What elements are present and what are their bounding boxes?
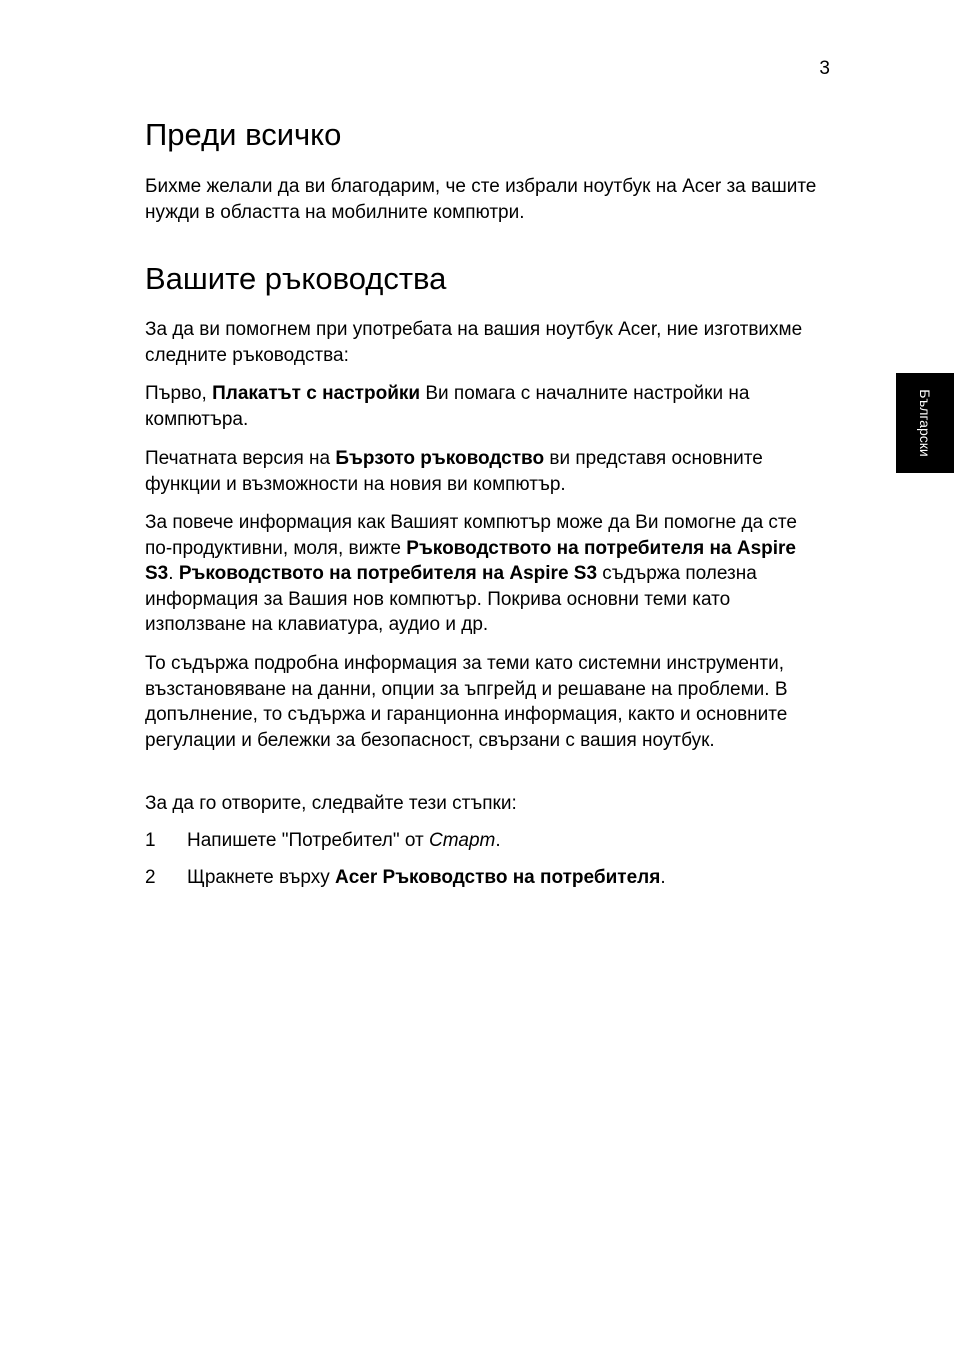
start-menu-term: Старт <box>429 830 496 851</box>
step-number: 1 <box>145 830 156 851</box>
step-text <box>187 828 501 853</box>
setup-poster-text-a: Първо, <box>145 383 213 404</box>
language-side-tab-label: Български <box>917 389 933 457</box>
setup-poster-paragraph <box>145 381 829 432</box>
step-2-text-c: . <box>660 867 666 888</box>
user-guide-contents-paragraph: То съдържа подробна информация за теми като системни инструменти, възстановяване на данни, опции за ъпгрейд и решаване на проблеми. В допълнение, то съдържа и гаранционна информация, както и основните регулации и бележки за безопасност, свързани с вашия ноутбук. <box>145 653 788 751</box>
quick-guide-text-a: Печатната версия на <box>145 448 336 469</box>
step-1-text-a: Напишете "Потребител" от <box>187 830 430 851</box>
setup-poster-title: Плакатът с настройки <box>212 383 421 404</box>
user-guide-paragraph <box>145 510 829 638</box>
user-guide-title-2: Ръководството на потребителя на Aspire S3 <box>178 563 598 584</box>
page-number: 3 <box>819 58 830 79</box>
thank-you-paragraph: Бихме желали да ви благодарим, че сте избрали ноутбук на Acer за вашите нужди в областта на мобилните компютри. <box>145 176 817 223</box>
step-2-text-a: Щракнете върху <box>187 867 335 888</box>
section-title-your-guides: Вашите ръководства <box>145 261 447 296</box>
step-1-text-c: . <box>495 830 501 851</box>
guides-intro-paragraph: За да ви помогнем при употребата на вашия ноутбук Acer, ние изготвихме следните ръководства: <box>145 319 803 366</box>
quick-guide-title: Бързото ръководство <box>335 448 545 469</box>
step-number: 2 <box>145 867 156 888</box>
user-guide-text-e: съдържа полезна информация за Вашия нов компютър. Покрива основни теми като използване на клавиатура, аудио и др. <box>145 563 757 635</box>
quick-guide-text-c: ви представя основните функции и възможности на новия ви компютър. <box>145 448 763 495</box>
step-text <box>187 865 666 890</box>
user-guide-title-1: Ръководството на потребителя на Aspire S3 <box>145 537 796 584</box>
section-title-getting-started: Преди всичко <box>145 117 342 152</box>
language-side-tab <box>896 373 954 473</box>
open-steps-intro: За да го отворите, следвайте тези стъпки: <box>145 793 517 814</box>
acer-user-guide-term: Acer Ръководство на потребителя <box>335 867 661 888</box>
quick-guide-paragraph <box>145 446 829 497</box>
setup-poster-text-c: Ви помага с началните настройки на компютъра. <box>145 383 750 430</box>
user-guide-text-c: . <box>168 563 179 584</box>
user-guide-text-a: За повече информация как Вашият компютър може да Ви помогне да сте по-продуктивни, моля, вижте <box>145 512 797 559</box>
